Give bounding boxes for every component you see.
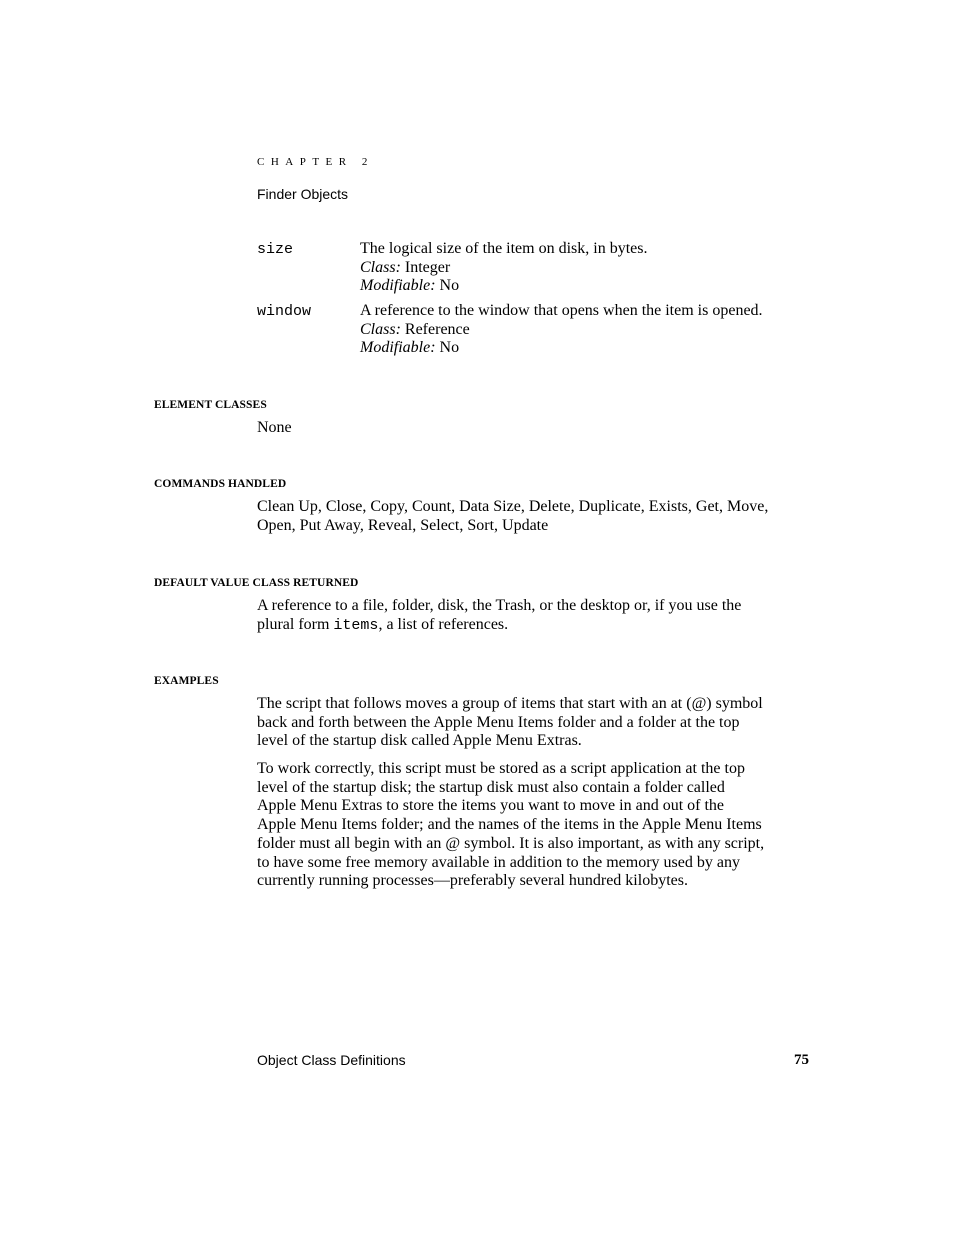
property-class-line xyxy=(360,259,810,278)
property-name-size: size xyxy=(257,241,294,258)
paragraph-line: Apple Menu Items folder; and the names of the items in the Apple Menu Items xyxy=(257,816,762,834)
paragraph-line: To work correctly, this script must be stored as a script application at the top xyxy=(257,760,745,777)
default-value-line xyxy=(257,616,807,636)
element-classes-heading: ELEMENT CLASSES xyxy=(154,399,267,411)
default-value-text-after: , a list of references. xyxy=(378,615,509,633)
class-label: Class: xyxy=(360,320,401,338)
element-classes-value: None xyxy=(257,419,292,436)
paragraph-line: level of the startup disk; the startup disk must also contain a folder called xyxy=(257,778,725,796)
class-label: Class: xyxy=(360,258,401,276)
footer-section-title: Object Class Definitions xyxy=(257,1052,406,1068)
default-value-heading: DEFAULT VALUE CLASS RETURNED xyxy=(154,577,359,589)
default-value-text xyxy=(257,597,807,635)
element-classes-text xyxy=(257,419,807,438)
property-name-window: window xyxy=(257,303,312,320)
commands-line: Open, Put Away, Reveal, Select, Sort, Update xyxy=(257,516,549,534)
paragraph-line: currently running processes—preferably several hundred kilobytes. xyxy=(257,872,688,890)
commands-handled-heading: COMMANDS HANDLED xyxy=(154,478,287,490)
class-value: Reference xyxy=(404,320,470,338)
modifiable-label: Modifiable: xyxy=(360,277,436,294)
paragraph-line: to have some free memory available in addition to the memory used by any xyxy=(257,853,740,871)
commands-handled-text xyxy=(257,498,807,535)
commands-line: Clean Up, Close, Copy, Count, Data Size, Delete, Duplicate, Exists, Get, Move, xyxy=(257,498,769,515)
property-description-size xyxy=(360,240,810,296)
paragraph-line: Apple Menu Extras to store the items you want to move in and out of the xyxy=(257,797,725,815)
paragraph-line: The script that follows moves a group of items that start with an at (@) symbol xyxy=(257,695,763,712)
property-description-text: A reference to the window that opens when the item is opened. xyxy=(360,302,763,319)
running-title: Finder Objects xyxy=(257,186,349,202)
chapter-label: CHAPTER 2 xyxy=(257,156,374,168)
property-modifiable-line xyxy=(360,277,810,296)
default-value-text-before: plural form xyxy=(257,615,334,633)
examples-heading: EXAMPLES xyxy=(154,675,219,687)
examples-paragraph-2 xyxy=(257,760,807,891)
examples-paragraph-1 xyxy=(257,695,807,751)
modifiable-label: Modifiable: xyxy=(360,339,436,356)
modifiable-value: No xyxy=(439,277,460,294)
class-value: Integer xyxy=(404,258,451,276)
property-modifiable-line xyxy=(360,339,810,358)
property-description-text: The logical size of the item on disk, in bytes. xyxy=(360,240,648,257)
items-code: items xyxy=(333,616,379,634)
property-description-window xyxy=(360,302,810,358)
paragraph-line: back and forth between the Apple Menu Items folder and a folder at the top xyxy=(257,713,740,731)
default-value-line: A reference to a file, folder, disk, the Trash, or the desktop or, if you use the xyxy=(257,597,742,614)
paragraph-line: level of the startup disk called Apple Menu Extras. xyxy=(257,732,582,750)
page-number: 75 xyxy=(794,1052,809,1068)
property-class-line xyxy=(360,321,810,340)
paragraph-line: folder must all begin with an @ symbol. It is also important, as with any script, xyxy=(257,834,765,852)
modifiable-value: No xyxy=(439,339,460,356)
